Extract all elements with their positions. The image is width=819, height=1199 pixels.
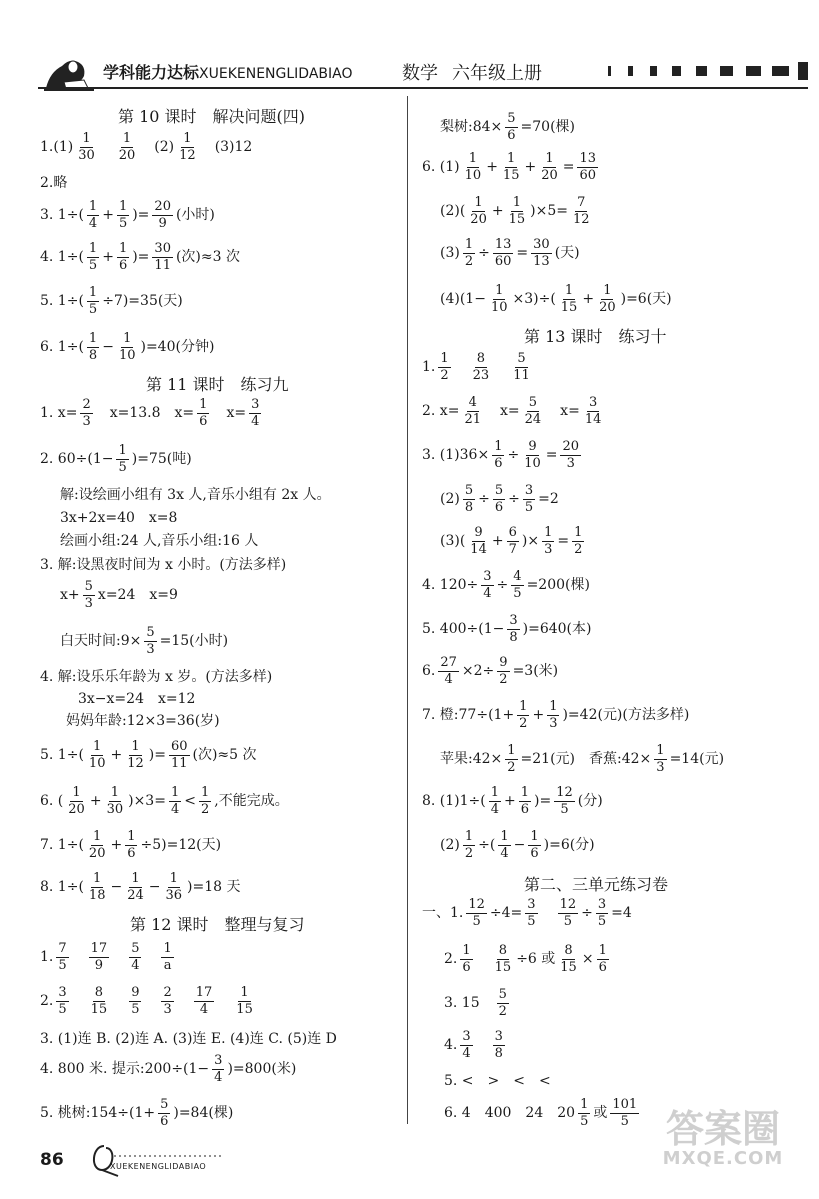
- answer-test-1-4: 4. $\frac{3}{4}$ $\frac{3}{8}$: [444, 1029, 503, 1061]
- answer-l11-1: 1. x= $\frac{2}{3}$ x=13.8 x= $\frac{1}{6}$ x= $\frac{3}{4}$: [40, 397, 260, 429]
- page-header: [0, 0, 819, 100]
- answer-l13-5: 5. 400÷(1− $\frac{3}{8}$ )=640(本): [422, 613, 592, 645]
- footer-brand-logo: [84, 1140, 254, 1180]
- girl-reading-logo-icon: [40, 52, 98, 92]
- header-subject: [402, 59, 542, 85]
- answer-l10-3: 3. 1÷( $\frac{1}{4}$ + $\frac{1}{5}$ )= $\frac{20}{9}$ (小时): [40, 199, 215, 231]
- answer-l13-3-3: (3)( $\frac{9}{14}$ + $\frac{6}{7}$ )× $\frac{1}{3}$ = $\frac{1}{2}$: [440, 525, 583, 557]
- watermark-title: 答案圈: [665, 1107, 780, 1151]
- answer-l13-4: 4. 120÷ $\frac{3}{4}$ ÷ $\frac{4}{5}$ =200(棵): [422, 569, 590, 601]
- answer-l13-6: 6. $\frac{27}{4}$ ×2÷ $\frac{9}{2}$ =3(米): [422, 655, 559, 687]
- header-dash-decoration: [600, 66, 810, 78]
- answer-r6-3: (3) $\frac{1}{2}$ ÷ $\frac{13}{60}$ = $\frac{30}{13}$ (天): [440, 237, 580, 269]
- answer-r6-2: (2)( $\frac{1}{20}$ + $\frac{1}{15}$ )×5= $\frac{7}{12}$: [440, 195, 590, 227]
- answer-l13-8-1: 8. (1)1÷( $\frac{1}{4}$ + $\frac{1}{6}$ )= $\frac{12}{5}$ (分): [422, 785, 603, 817]
- footer-dotted-line: [114, 1154, 224, 1158]
- header-rule: [38, 87, 808, 89]
- answer-test-1-5: 5. < > < <: [444, 1073, 551, 1089]
- answer-l12-3: 3. (1)连 B. (2)连 A. (3)连 E. (4)连 C. (5)连 D: [40, 1031, 337, 1047]
- answer-l11-3-eq: x+ $\frac{5}{3}$ x=24 x=9: [60, 579, 178, 611]
- answer-l11-4: 4. 解:设乐乐年龄为 x 岁。(方法多样): [40, 669, 273, 685]
- heading-lesson-10: 第 10 课时 解决问题(四): [118, 107, 306, 126]
- answer-l11-2-solve: 解:设绘画小组有 3x 人,音乐小组有 2x 人。: [60, 487, 331, 503]
- answer-l10-5: 5. 1÷( $\frac{1}{5}$ ÷7)=35(天): [40, 285, 183, 317]
- heading-lesson-13: 第 13 课时 练习十: [524, 327, 667, 346]
- answer-l13-7-prices: 苹果:42× $\frac{1}{2}$ =21(元) 香蕉:42× $\frac{1}{3}$ =14(元): [440, 743, 725, 775]
- answer-l12-1: 1. $\frac{7}{5}$ $\frac{17}{9}$ $\frac{5}{4}$ $\frac{1}{a}$: [40, 941, 172, 973]
- answer-r-pear: 梨树:84× $\frac{5}{6}$ =70(棵): [440, 111, 576, 143]
- answer-l13-3-2: (2) $\frac{5}{8}$ ÷ $\frac{5}{6}$ ÷ $\frac{3}{5}$ =2: [440, 483, 559, 515]
- answer-l13-1: 1. $\frac{1}{2}$ $\frac{8}{23}$ $\frac{5}{11}$: [422, 351, 530, 383]
- answer-l12-5: 5. 桃树:154÷(1+ $\frac{5}{6}$ )=84(棵): [40, 1097, 234, 1129]
- subject-label: 数学: [402, 63, 438, 84]
- answer-l12-2: 2. $\frac{3}{5}$ $\frac{8}{15}$ $\frac{9}{5}$ $\frac{2}{3}$ $\frac{17}{4}$ $\frac{1}{15}$: [40, 985, 253, 1017]
- answer-l13-3-1: 3. (1)36× $\frac{1}{6}$ ÷ $\frac{9}{10}$ = $\frac{20}{3}$: [422, 439, 580, 471]
- answer-l11-2: 2. 60÷(1− $\frac{1}{5}$ )=75(吨): [40, 443, 192, 475]
- q-swirl-logo-icon: [84, 1140, 124, 1180]
- answer-l11-4-eq: 3x−x=24 x=12: [78, 691, 196, 707]
- answer-l10-6: 6. 1÷( $\frac{1}{8}$ − $\frac{1}{10}$ )=40(分钟): [40, 331, 215, 363]
- series-title-latin: XUEKENENGLIDABIAO: [199, 66, 353, 82]
- series-title-cn: 学科能力达标: [103, 63, 200, 82]
- footer-brand-text: XUEKENENGLIDABIAO: [110, 1162, 207, 1171]
- answer-l11-6: 6. ( $\frac{1}{20}$ + $\frac{1}{30}$ )×3= $\frac{1}{4}$ < $\frac{1}{2}$ ,不能完成。: [40, 785, 289, 817]
- answer-l13-2: 2. x= $\frac{4}{21}$ x= $\frac{5}{24}$ x= $\frac{3}{14}$: [422, 395, 602, 427]
- answer-l11-2-eq: 3x+2x=40 x=8: [60, 510, 178, 526]
- answer-l10-2: 2.略: [40, 175, 68, 191]
- answer-l13-8-2: (2) $\frac{1}{2}$ ÷( $\frac{1}{4}$ − $\frac{1}{6}$ )=6(分): [440, 829, 595, 861]
- answer-l10-1: 1.(1) $\frac{1}{30}$ $\frac{1}{20}$ (2) $\frac{1}{12}$ (3)12: [40, 131, 253, 163]
- answer-test-1-3: 3. 15 $\frac{5}{2}$: [444, 987, 507, 1019]
- answer-l11-3-result: 白天时间:9× $\frac{5}{3}$ =15(小时): [60, 625, 229, 657]
- answer-test-1-1: 一、1. $\frac{12}{5}$ ÷4= $\frac{3}{5}$ $\frac{12}{5}$ ÷ $\frac{3}{5}$ =4: [422, 897, 632, 929]
- grade-label: 六年级上册: [452, 63, 542, 84]
- answer-l11-8: 8. 1÷( $\frac{1}{18}$ − $\frac{1}{24}$ − $\frac{1}{36}$ )=18 天: [40, 871, 241, 903]
- watermark: [643, 1107, 803, 1190]
- answer-l11-7: 7. 1÷( $\frac{1}{20}$ + $\frac{1}{6}$ ÷5)=12(天): [40, 829, 222, 861]
- header-series-title: [103, 60, 353, 83]
- heading-unit-2-3-test: 第二、三单元练习卷: [524, 875, 669, 894]
- answer-l10-4: 4. 1÷( $\frac{1}{5}$ + $\frac{1}{6}$ )= $\frac{30}{11}$ (次)≈3 次: [40, 241, 240, 273]
- answer-l11-2-result: 绘画小组:24 人,音乐小组:16 人: [60, 533, 259, 549]
- answer-l13-7: 7. 橙:77÷(1+ $\frac{1}{2}$ + $\frac{1}{3}$ )=42(元)(方法多样): [422, 699, 690, 731]
- page-number: 86: [40, 1150, 64, 1170]
- answer-test-1-2: 2. $\frac{1}{6}$ $\frac{8}{15}$ ÷6 或 $\frac{8}{15}$ × $\frac{1}{6}$: [444, 943, 607, 975]
- column-divider: [407, 96, 408, 1124]
- watermark-url: MXQE.COM: [662, 1148, 784, 1169]
- heading-lesson-12: 第 12 课时 整理与复习: [130, 915, 305, 934]
- answer-r6-4: (4)(1− $\frac{1}{10}$ ×3)÷( $\frac{1}{15}$ + $\frac{1}{20}$ )=6(天): [440, 283, 672, 315]
- answer-l11-5: 5. 1÷( $\frac{1}{10}$ + $\frac{1}{12}$ )= $\frac{60}{11}$ (次)≈5 次: [40, 739, 257, 771]
- heading-lesson-11: 第 11 课时 练习九: [146, 375, 289, 394]
- answer-l11-3: 3. 解:设黑夜时间为 x 小时。(方法多样): [40, 557, 287, 573]
- answer-r6-1: 6. (1) $\frac{1}{10}$ + $\frac{1}{15}$ + $\frac{1}{20}$ = $\frac{13}{60}$: [422, 151, 597, 183]
- answer-l12-4: 4. 800 米. 提示:200÷(1− $\frac{3}{4}$ )=800(米): [40, 1053, 297, 1085]
- answer-l11-4-result: 妈妈年龄:12×3=36(岁): [66, 713, 220, 729]
- answer-test-1-6: 6. 4 400 24 20 $\frac{1}{5}$ 或 $\frac{101}{5}$: [444, 1097, 638, 1129]
